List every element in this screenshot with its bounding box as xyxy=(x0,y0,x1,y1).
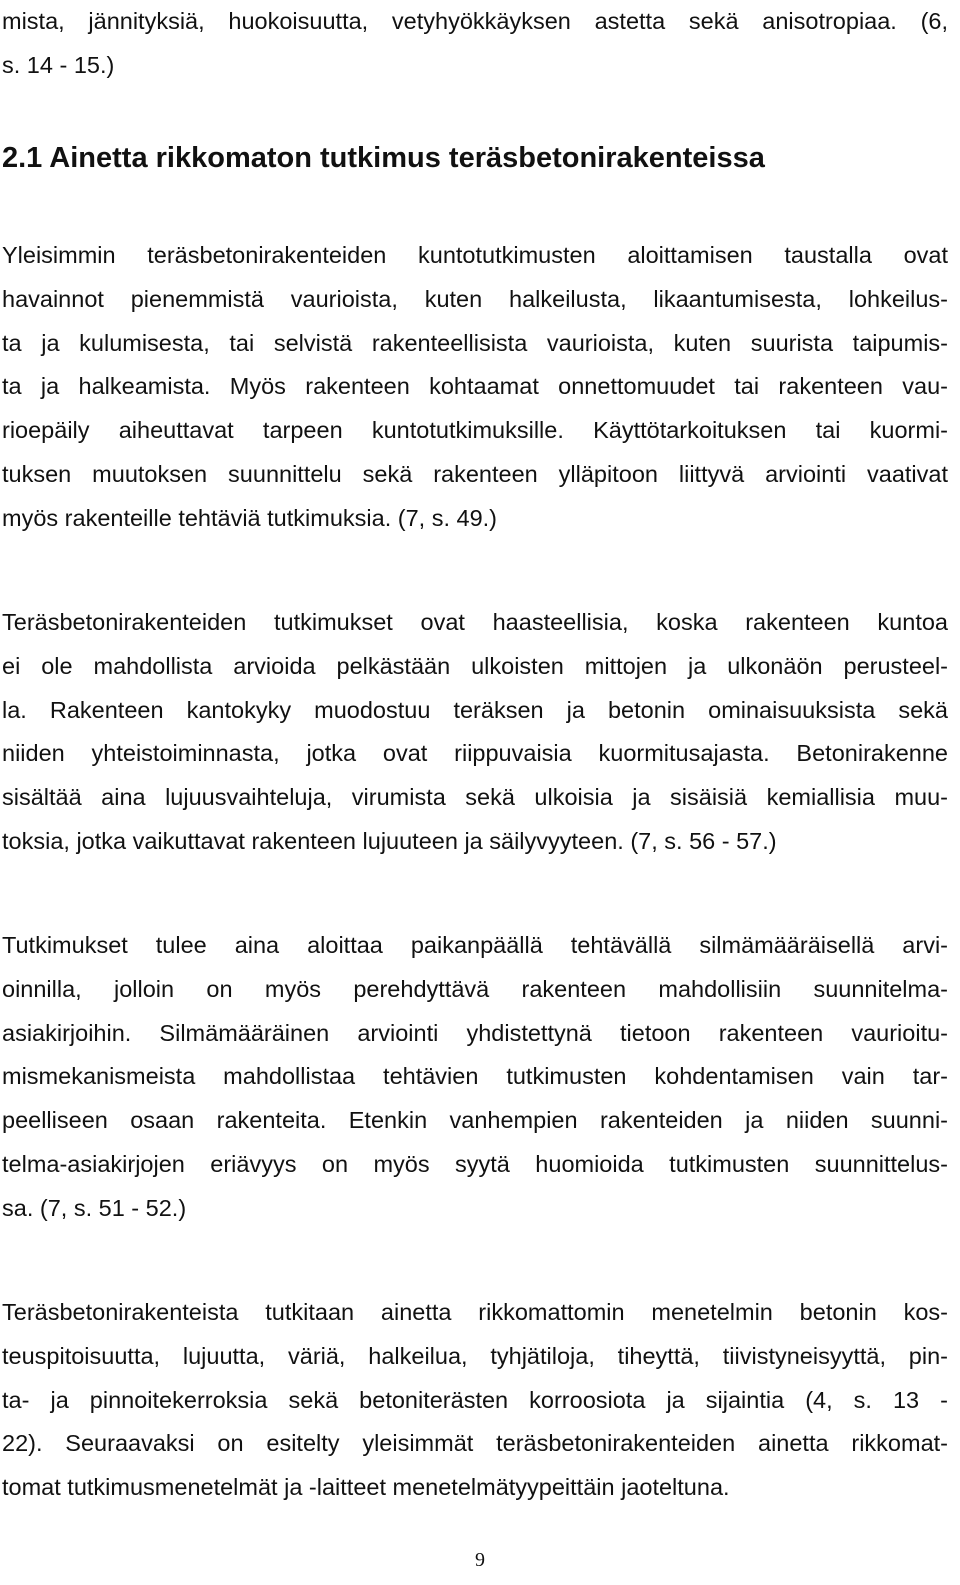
text-line: teuspitoisuutta, lujuutta, väriä, halkeilua, tyhjätiloja, tiheyttä, tiivistyneisyyttä, pin- xyxy=(2,1342,948,1369)
text-line: 22). Seuraavaksi on esitelty yleisimmät teräsbetonirakenteiden ainetta rikkomat- xyxy=(2,1430,948,1457)
text-line: asiakirjoihin. Silmämääräinen arviointi yhdistettynä tietoon rakenteen vaurioitu- xyxy=(2,1019,948,1046)
text-line: mista, jännityksiä, huokoisuutta, vetyhyökkäyksen astetta sekä anisotropiaa. (6, xyxy=(2,8,948,34)
intro-text xyxy=(2,0,948,88)
text-line: la. Rakenteen kantokyky muodostuu teräksen ja betonin ominaisuuksista sekä xyxy=(2,696,948,723)
text-line: ei ole mahdollista arvioida pelkästään ulkoisten mittojen ja ulkonäön perusteel- xyxy=(2,652,948,679)
text-line: sa. (7, s. 51 - 52.) xyxy=(2,1194,187,1221)
text-line: Tutkimukset tulee aina aloittaa paikanpäällä tehtävällä silmämääräisellä arvi- xyxy=(2,932,948,958)
paragraph-4 xyxy=(2,1291,948,1510)
section-heading: 2.1 Ainetta rikkomaton tutkimus teräsbetonirakenteissa xyxy=(2,142,765,174)
text-line: s. 14 - 15.) xyxy=(2,51,115,78)
text-line: Teräsbetonirakenteiden tutkimukset ovat haasteellisia, koska rakenteen kuntoa xyxy=(2,609,948,635)
page-number: 9 xyxy=(475,1549,485,1571)
text-line: Teräsbetonirakenteista tutkitaan ainetta rikkomattomin menetelmin betonin kos- xyxy=(2,1299,948,1325)
text-line: sisältää aina lujuusvaihteluja, virumista sekä ulkoisia ja sisäisiä kemiallisia muu- xyxy=(2,784,948,811)
text-line: toksia, jotka vaikuttavat rakenteen lujuuteen ja säilyvyyteen. (7, s. 56 - 57.) xyxy=(2,827,777,854)
text-line: tomat tutkimusmenetelmät ja -laitteet menetelmätyypeittäin jaoteltuna. xyxy=(2,1474,730,1501)
text-line: ta ja kulumisesta, tai selvistä rakenteellisista vaurioista, kuten suurista taipumis- xyxy=(2,329,948,356)
text-line: havainnot pienemmistä vaurioista, kuten halkeilusta, likaantumisesta, lohkeilus- xyxy=(2,285,948,312)
text-line: rioepäily aiheuttavat tarpeen kuntotutkimuksille. Käyttötarkoituksen tai kuormi- xyxy=(2,417,948,444)
paragraph-2 xyxy=(2,601,948,864)
text-line: ta ja halkeamista. Myös rakenteen kohtaamat onnettomuudet tai rakenteen vau- xyxy=(2,373,948,400)
text-line: niiden yhteistoiminnasta, jotka ovat riippuvaisia kuormitusajasta. Betonirakenne xyxy=(2,740,948,767)
text-line: ta- ja pinnoitekerroksia sekä betoniterästen korroosiota ja sijaintia (4, s. 13 - xyxy=(2,1386,948,1413)
text-line: telma-asiakirjojen eriävyys on myös syytä huomioida tutkimusten suunnittelus- xyxy=(2,1150,948,1177)
text-line: myös rakenteille tehtäviä tutkimuksia. (7, s. 49.) xyxy=(2,504,498,531)
text-line: Yleisimmin teräsbetonirakenteiden kuntotutkimusten aloittamisen taustalla ovat xyxy=(2,242,948,268)
text-line: mismekanismeista mahdollistaa tehtävien tutkimusten kohdentamisen vain tar- xyxy=(2,1063,948,1090)
paragraph-3 xyxy=(2,924,948,1231)
text-line: peelliseen osaan rakenteita. Etenkin vanhempien rakenteiden ja niiden suunni- xyxy=(2,1107,948,1134)
text-line: oinnilla, jolloin on myös perehdyttävä rakenteen mahdollisiin suunnitelma- xyxy=(2,975,948,1002)
paragraph-1 xyxy=(2,234,948,541)
text-line: tuksen muutoksen suunnittelu sekä rakenteen ylläpitoon liittyvä arviointi vaativat xyxy=(2,460,948,487)
